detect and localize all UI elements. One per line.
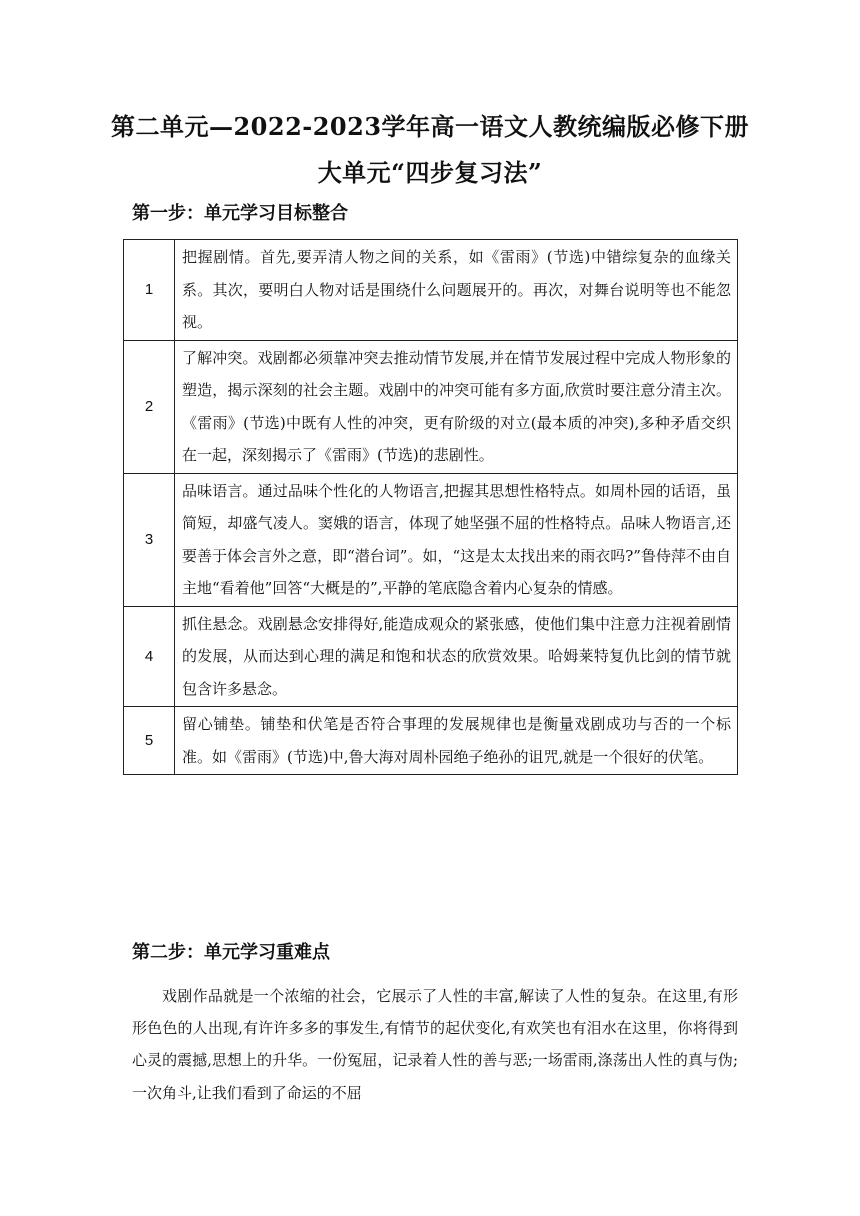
row-number: 4 — [124, 606, 175, 707]
step2-heading: 第二步：单元学习重难点 — [132, 942, 330, 963]
table-row — [124, 473, 738, 606]
row-number: 3 — [124, 473, 175, 606]
row-number: 2 — [124, 340, 175, 473]
table-row — [124, 240, 738, 341]
row-number: 1 — [124, 240, 175, 341]
row-text: 抓住悬念。戏剧悬念安排得好,能造成观众的紧张感，使他们集中注意力注视着剧情的发展，从而达到心理的满足和饱和状态的欣赏效果。哈姆莱特复仇比剑的情节就包含许多悬念。 — [175, 606, 738, 707]
row-text: 了解冲突。戏剧都必须靠冲突去推动情节发展,并在情节发展过程中完成人物形象的塑造，揭示深刻的社会主题。戏剧中的冲突可能有多方面,欣赏时要注意分清主次。《雷雨》(节选)中既有人性的冲突，更有阶级的对立(最本质的冲突),多种矛盾交织在一起，深刻揭示了《雷雨》(节选)的悲剧性。 — [175, 340, 738, 473]
table-row — [124, 606, 738, 707]
table-row — [124, 340, 738, 473]
row-text: 把握剧情。首先,要弄清人物之间的关系，如《雷雨》(节选)中错综复杂的血缘关系。其次，要明白人物对话是围绕什么问题展开的。再次，对舞台说明等也不能忽视。 — [175, 240, 738, 341]
table-row — [124, 707, 738, 775]
row-text: 留心铺垫。铺垫和伏笔是否符合事理的发展规律也是衡量戏剧成功与否的一个标准。如《雷雨》(节选)中,鲁大海对周朴园绝子绝孙的诅咒,就是一个很好的伏笔。 — [175, 707, 738, 775]
step1-heading: 第一步：单元学习目标整合 — [132, 203, 348, 224]
row-number: 5 — [124, 707, 175, 775]
step2-paragraph: 戏剧作品就是一个浓缩的社会，它展示了人性的丰富,解读了人性的复杂。在这里,有形形色色的人出现,有许许多多的事发生,有情节的起伏变化,有欢笑也有泪水在这里，你将得到心灵的震撼,思想上的升华。一份冤屈，记录着人性的善与恶;一场雷雨,涤荡出人性的真与伪;一次角斗,让我们看到了命运的不屈 — [132, 987, 738, 1102]
goals-table — [123, 239, 738, 775]
document-title: 第二单元—2022-2023学年高一语文人教统编版必修下册大单元“四步复习法” — [110, 112, 750, 187]
row-text: 品味语言。通过品味个性化的人物语言,把握其思想性格特点。如周朴园的话语，虽简短，却盛气凌人。窦娥的语言，体现了她坚强不屈的性格特点。品味人物语言,还要善于体会言外之意，即“潜台词”。如，“这是太太找出来的雨衣吗?”鲁侍萍不由自主地“看着他”回答“大概是的”,平静的笔底隐含着内心复杂的情感。 — [175, 473, 738, 606]
